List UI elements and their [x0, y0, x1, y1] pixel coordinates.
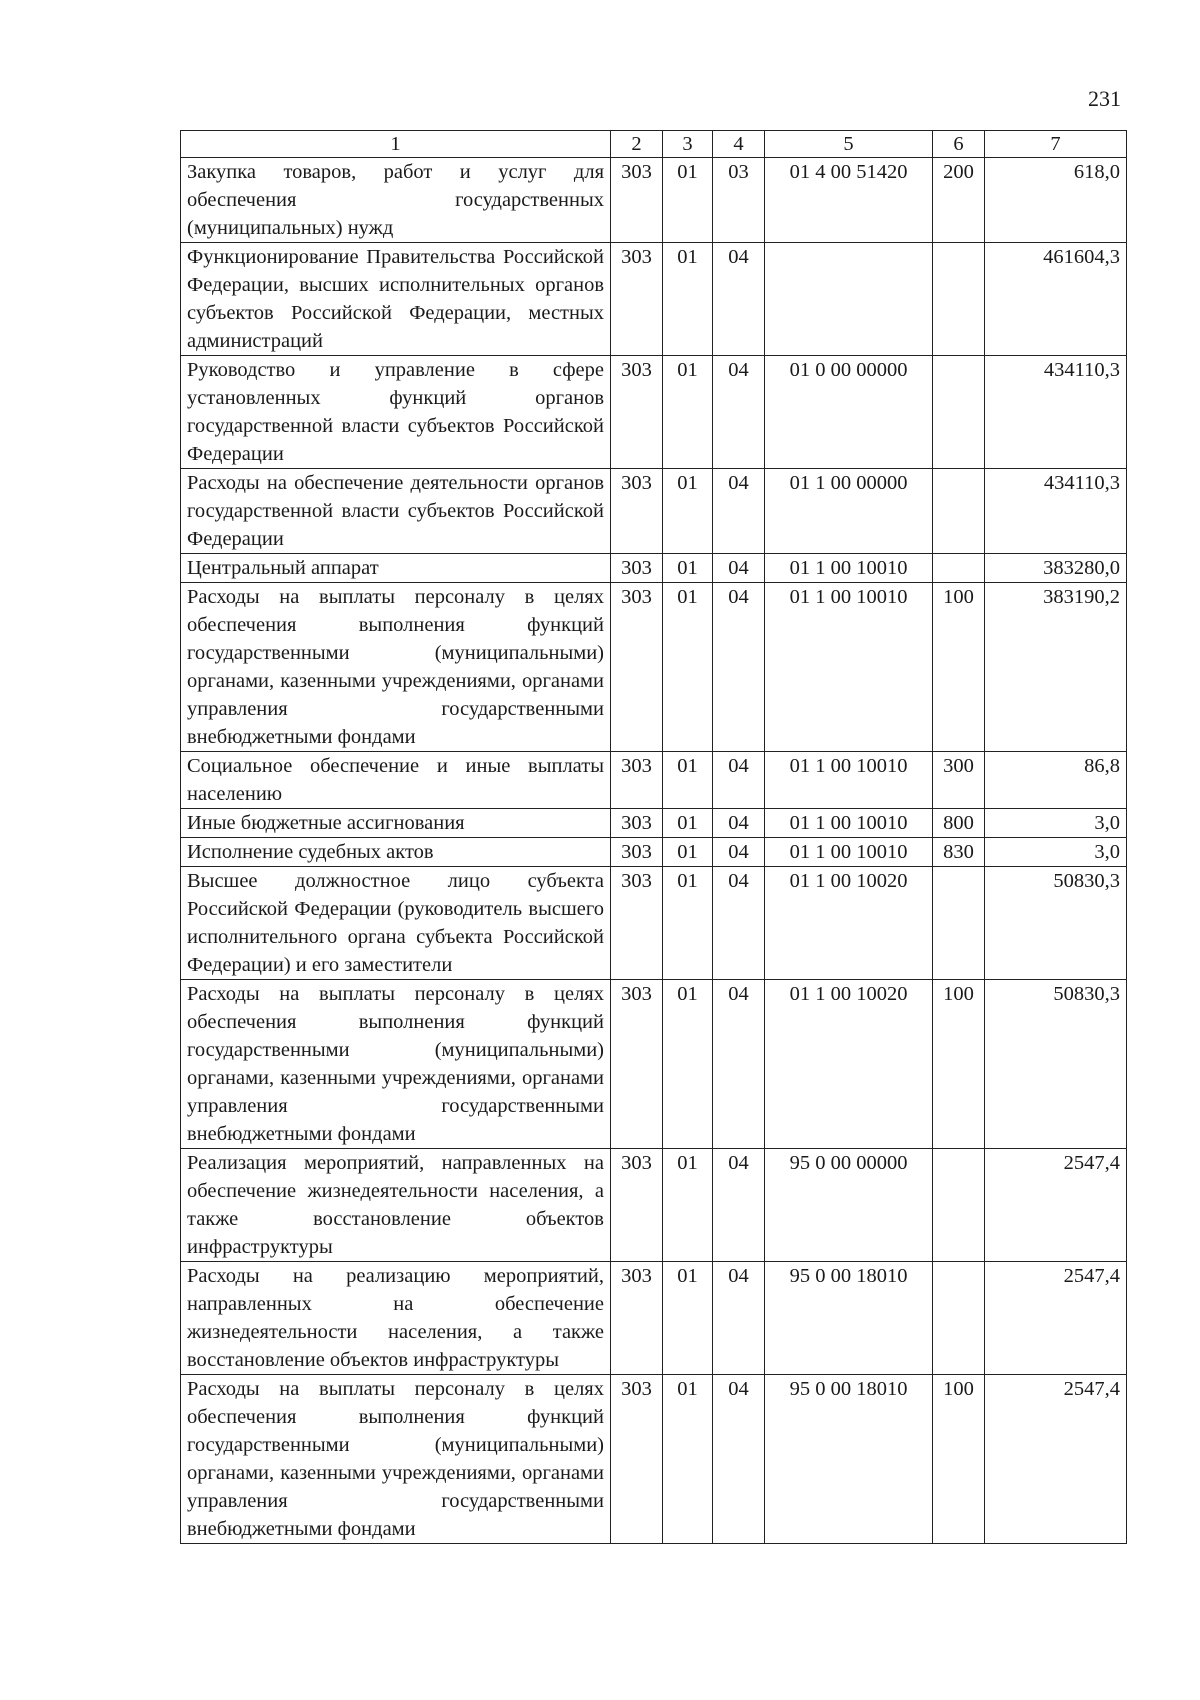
table-row	[181, 243, 1127, 356]
row-vr-cell	[933, 243, 985, 356]
row-csr-cell: 01 0 00 00000	[765, 356, 933, 469]
row-pr-cell: 04	[713, 554, 765, 583]
row-csr-cell	[765, 243, 933, 356]
row-pr-cell: 04	[713, 1149, 765, 1262]
table-row	[181, 1262, 1127, 1375]
row-name-cell: Иные бюджетные ассигнования	[181, 809, 611, 838]
row-name-cell: Руководство и управление в сфере установленных функций органов государственной власти субъектов Российской Федерации	[181, 356, 611, 469]
row-rz-cell: 01	[663, 980, 713, 1149]
row-rz-cell: 01	[663, 554, 713, 583]
row-csr-cell: 01 1 00 10020	[765, 980, 933, 1149]
row-pr-cell: 04	[713, 583, 765, 752]
row-gr-cell: 303	[611, 1149, 663, 1262]
row-sum-cell: 618,0	[985, 158, 1127, 243]
budget-table	[180, 130, 1127, 1544]
row-name-cell: Расходы на обеспечение деятельности органов государственной власти субъектов Российской Федерации	[181, 469, 611, 554]
row-vr-cell	[933, 867, 985, 980]
header-col-2: 2	[611, 131, 663, 158]
row-sum-cell: 50830,3	[985, 980, 1127, 1149]
page-number: 231	[1088, 86, 1121, 111]
row-name-cell: Центральный аппарат	[181, 554, 611, 583]
row-csr-cell: 95 0 00 18010	[765, 1375, 933, 1544]
row-vr-cell	[933, 1262, 985, 1375]
row-name-cell: Высшее должностное лицо субъекта Российской Федерации (руководитель высшего исполнительного органа субъекта Российской Федерации) и его заместители	[181, 867, 611, 980]
header-col-5: 5	[765, 131, 933, 158]
row-vr-cell: 830	[933, 838, 985, 867]
row-sum-cell: 50830,3	[985, 867, 1127, 980]
row-rz-cell: 01	[663, 1149, 713, 1262]
row-name-cell: Закупка товаров, работ и услуг для обеспечения государственных (муниципальных) нужд	[181, 158, 611, 243]
row-pr-cell: 04	[713, 243, 765, 356]
row-csr-cell: 01 1 00 10010	[765, 838, 933, 867]
row-gr-cell: 303	[611, 752, 663, 809]
row-gr-cell: 303	[611, 1375, 663, 1544]
row-vr-cell: 300	[933, 752, 985, 809]
row-csr-cell: 95 0 00 18010	[765, 1262, 933, 1375]
table-row	[181, 356, 1127, 469]
row-csr-cell: 95 0 00 00000	[765, 1149, 933, 1262]
row-pr-cell: 04	[713, 867, 765, 980]
table-row	[181, 554, 1127, 583]
row-pr-cell: 03	[713, 158, 765, 243]
row-csr-cell: 01 4 00 51420	[765, 158, 933, 243]
row-rz-cell: 01	[663, 469, 713, 554]
row-name-cell: Расходы на выплаты персоналу в целях обеспечения выполнения функций государственными (муниципальными) органами, казенными учреждениями, органами управления государственными внебюджетными фондами	[181, 980, 611, 1149]
table-row	[181, 867, 1127, 980]
row-vr-cell: 100	[933, 583, 985, 752]
row-name-cell: Функционирование Правительства Российской Федерации, высших исполнительных органов субъектов Российской Федерации, местных администраций	[181, 243, 611, 356]
row-rz-cell: 01	[663, 583, 713, 752]
row-gr-cell: 303	[611, 980, 663, 1149]
header-col-7: 7	[985, 131, 1127, 158]
row-sum-cell: 3,0	[985, 838, 1127, 867]
row-sum-cell: 434110,3	[985, 469, 1127, 554]
row-rz-cell: 01	[663, 1375, 713, 1544]
row-sum-cell: 3,0	[985, 809, 1127, 838]
row-rz-cell: 01	[663, 867, 713, 980]
row-rz-cell: 01	[663, 838, 713, 867]
row-rz-cell: 01	[663, 1262, 713, 1375]
row-vr-cell	[933, 356, 985, 469]
row-rz-cell: 01	[663, 809, 713, 838]
row-csr-cell: 01 1 00 00000	[765, 469, 933, 554]
row-sum-cell: 383190,2	[985, 583, 1127, 752]
row-pr-cell: 04	[713, 356, 765, 469]
header-col-3: 3	[663, 131, 713, 158]
row-pr-cell: 04	[713, 469, 765, 554]
table-row	[181, 809, 1127, 838]
table-row	[181, 1375, 1127, 1544]
row-gr-cell: 303	[611, 158, 663, 243]
row-gr-cell: 303	[611, 243, 663, 356]
table-row	[181, 583, 1127, 752]
table-row	[181, 158, 1127, 243]
row-gr-cell: 303	[611, 809, 663, 838]
row-name-cell: Расходы на выплаты персоналу в целях обеспечения выполнения функций государственными (муниципальными) органами, казенными учреждениями, органами управления государственными внебюджетными фондами	[181, 583, 611, 752]
header-col-4: 4	[713, 131, 765, 158]
row-gr-cell: 303	[611, 867, 663, 980]
row-name-cell: Расходы на выплаты персоналу в целях обеспечения выполнения функций государственными (муниципальными) органами, казенными учреждениями, органами управления государственными внебюджетными фондами	[181, 1375, 611, 1544]
row-vr-cell: 100	[933, 980, 985, 1149]
row-gr-cell: 303	[611, 1262, 663, 1375]
row-name-cell: Реализация мероприятий, направленных на обеспечение жизнедеятельности населения, а также восстановление объектов инфраструктуры	[181, 1149, 611, 1262]
row-pr-cell: 04	[713, 809, 765, 838]
row-sum-cell: 86,8	[985, 752, 1127, 809]
row-csr-cell: 01 1 00 10010	[765, 554, 933, 583]
row-gr-cell: 303	[611, 838, 663, 867]
row-pr-cell: 04	[713, 752, 765, 809]
row-name-cell: Исполнение судебных актов	[181, 838, 611, 867]
row-vr-cell: 100	[933, 1375, 985, 1544]
row-vr-cell: 200	[933, 158, 985, 243]
row-vr-cell	[933, 1149, 985, 1262]
row-gr-cell: 303	[611, 356, 663, 469]
row-vr-cell	[933, 469, 985, 554]
row-pr-cell: 04	[713, 1375, 765, 1544]
row-rz-cell: 01	[663, 243, 713, 356]
row-sum-cell: 434110,3	[985, 356, 1127, 469]
row-rz-cell: 01	[663, 752, 713, 809]
row-name-cell: Социальное обеспечение и иные выплаты населению	[181, 752, 611, 809]
row-vr-cell	[933, 554, 985, 583]
row-csr-cell: 01 1 00 10010	[765, 752, 933, 809]
row-sum-cell: 2547,4	[985, 1262, 1127, 1375]
header-col-1: 1	[181, 131, 611, 158]
row-pr-cell: 04	[713, 980, 765, 1149]
table-row	[181, 838, 1127, 867]
table-row	[181, 752, 1127, 809]
row-csr-cell: 01 1 00 10010	[765, 583, 933, 752]
row-pr-cell: 04	[713, 838, 765, 867]
row-rz-cell: 01	[663, 158, 713, 243]
row-csr-cell: 01 1 00 10010	[765, 809, 933, 838]
row-csr-cell: 01 1 00 10020	[765, 867, 933, 980]
row-sum-cell: 461604,3	[985, 243, 1127, 356]
row-vr-cell: 800	[933, 809, 985, 838]
header-row	[181, 131, 1127, 158]
row-rz-cell: 01	[663, 356, 713, 469]
row-sum-cell: 2547,4	[985, 1375, 1127, 1544]
row-gr-cell: 303	[611, 583, 663, 752]
row-gr-cell: 303	[611, 554, 663, 583]
row-pr-cell: 04	[713, 1262, 765, 1375]
row-sum-cell: 2547,4	[985, 1149, 1127, 1262]
header-col-6: 6	[933, 131, 985, 158]
table-row	[181, 980, 1127, 1149]
table-row	[181, 1149, 1127, 1262]
row-name-cell: Расходы на реализацию мероприятий, направленных на обеспечение жизнедеятельности населения, а также восстановление объектов инфраструктуры	[181, 1262, 611, 1375]
table-row	[181, 469, 1127, 554]
row-gr-cell: 303	[611, 469, 663, 554]
row-sum-cell: 383280,0	[985, 554, 1127, 583]
